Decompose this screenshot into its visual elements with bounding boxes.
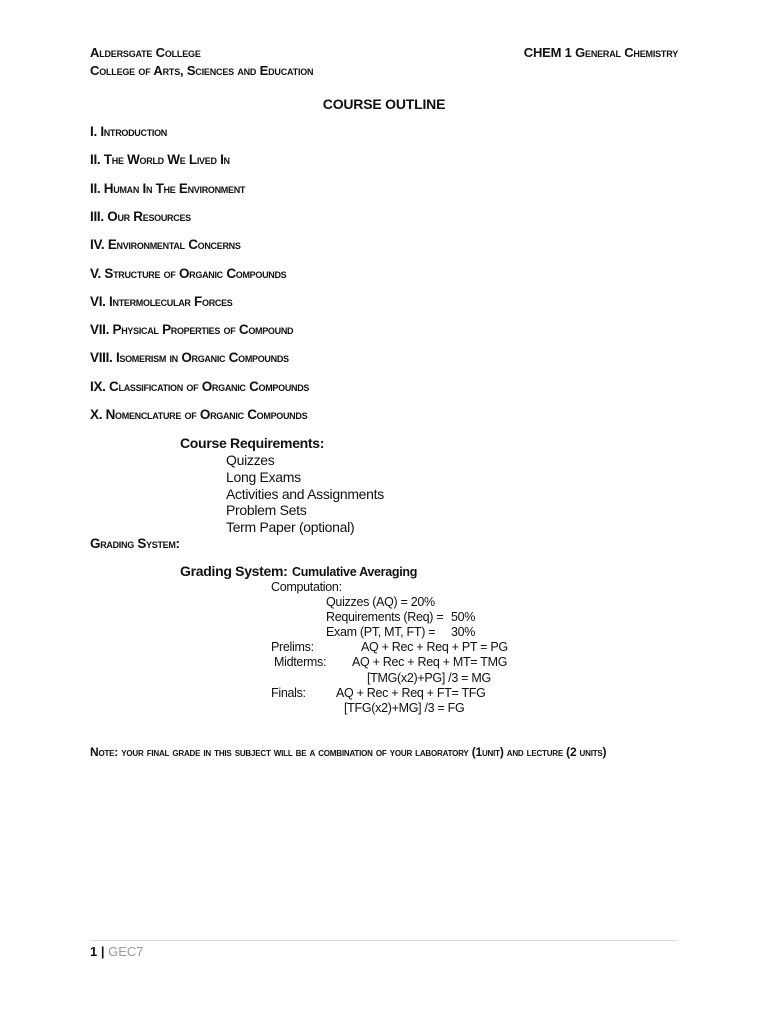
requirement-item: Quizzes (226, 452, 275, 468)
weight-exam: Exam (PT, MT, FT) = (326, 625, 436, 639)
prelims-label: Prelims: (271, 640, 314, 654)
outline-item: VIII. Isomerism in Organic Compounds (90, 350, 289, 365)
requirement-item: Problem Sets (226, 502, 307, 518)
weight-requirements: Requirements (Req) = (326, 610, 444, 624)
weight-requirements-value: 50% (451, 610, 476, 624)
outline-item: VII. Physical Properties of Compound (90, 322, 294, 337)
outline-item: I. Introduction (90, 124, 167, 139)
grading-method: Cumulative Averaging (291, 565, 418, 579)
prelims-formula: AQ + Rec + Req + PT = PG (361, 640, 508, 654)
finals-label: Finals: (271, 686, 306, 700)
weight-quizzes: Quizzes (AQ) = 20% (326, 595, 435, 609)
grade-note (90, 744, 690, 761)
department-name: College of Arts, Sciences and Education (90, 63, 314, 78)
college-name: Aldersgate College (90, 45, 201, 60)
outline-item: IX. Classification of Organic Compounds (90, 379, 310, 394)
outline-item: II. Human In The Environment (90, 181, 246, 196)
outline-item: II. The World We Lived In (90, 152, 230, 167)
grading-system-line (180, 563, 417, 581)
midterms-formula: AQ + Rec + Req + MT= TMG (352, 655, 508, 669)
weight-exam-value: 30% (451, 625, 476, 639)
outline-item: X. Nomenclature of Organic Compounds (90, 407, 308, 422)
requirements-heading: Course Requirements: (180, 435, 325, 451)
page-footer (90, 944, 144, 959)
course-name: CHEM 1 General Chemistry (523, 45, 678, 60)
finals-final-formula: [TFG(x2)+MG] /3 = FG (344, 701, 465, 715)
requirement-item: Activities and Assignments (226, 486, 384, 502)
grading-heading: Grading System: (90, 536, 180, 551)
midterms-final-formula: [TMG(x2)+PG] /3 = MG (367, 671, 491, 685)
finals-formula: AQ + Rec + Req + FT= TFG (336, 686, 486, 700)
outline-item: III. Our Resources (90, 209, 191, 224)
page-number: 1 | (90, 944, 105, 959)
note-text: your final grade in this subject will be a combination of your laboratory (1unit) and lecture (2 units) (118, 745, 607, 759)
computation-label: Computation: (271, 580, 342, 594)
midterms-label: Midterms: (274, 655, 327, 669)
outline-item: V. Structure of Organic Compounds (90, 266, 287, 281)
note-label: Note: (90, 745, 119, 759)
outline-item: IV. Environmental Concerns (90, 237, 241, 252)
grading-label: Grading System: (180, 563, 288, 579)
outline-item: VI. Intermolecular Forces (90, 294, 233, 309)
requirement-item: Long Exams (226, 469, 301, 485)
page-title: COURSE OUTLINE (322, 96, 446, 112)
footer-code: GEC7 (108, 944, 144, 959)
footer-divider (90, 940, 678, 941)
requirement-item: Term Paper (optional) (226, 519, 355, 535)
